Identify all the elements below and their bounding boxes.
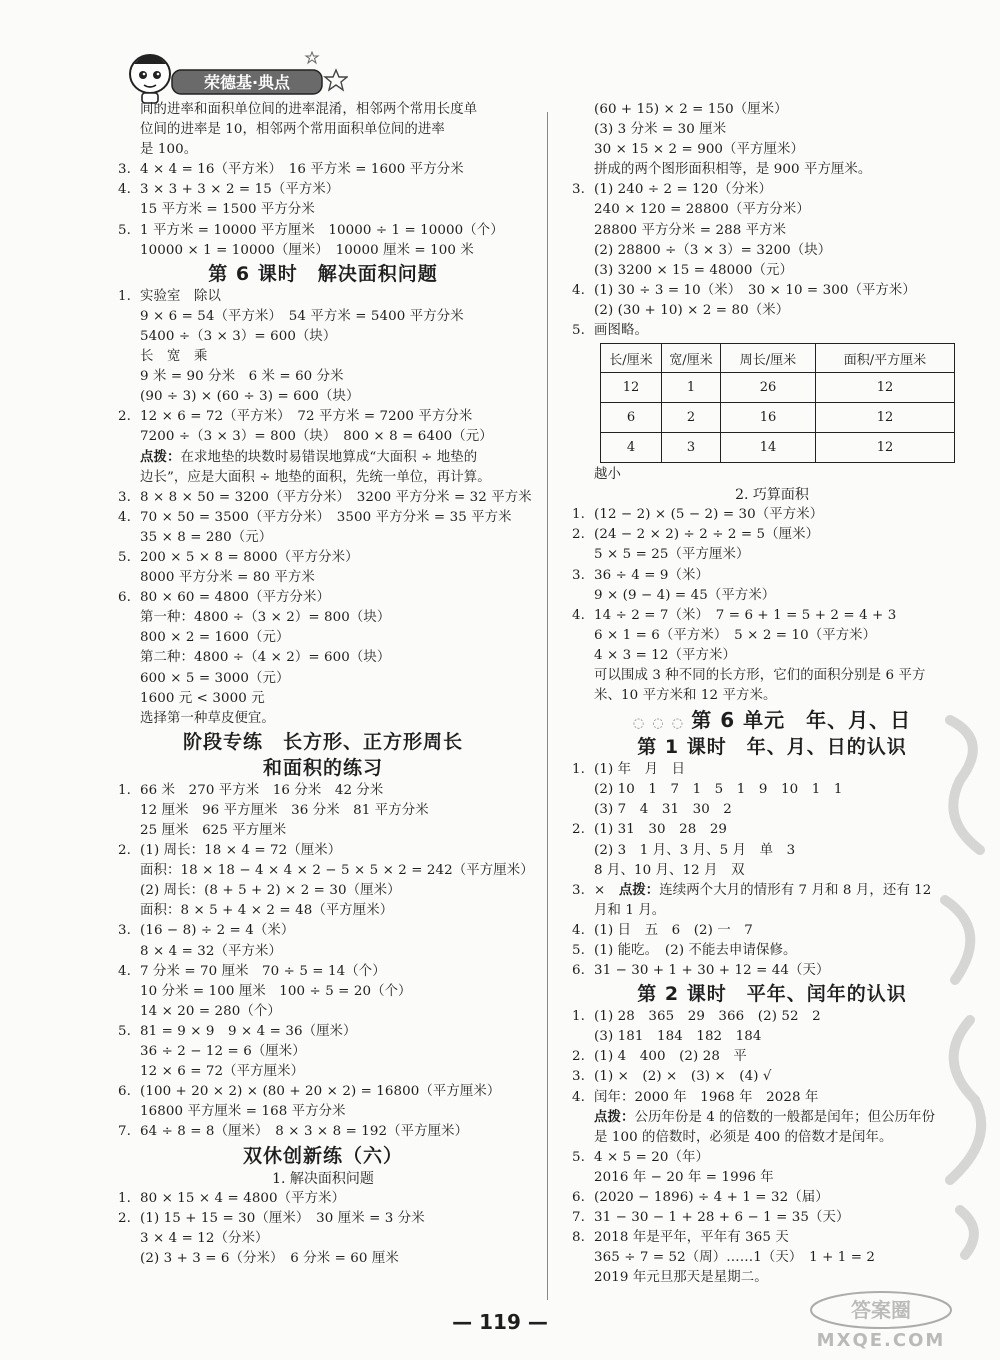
answer-line <box>118 347 528 367</box>
answer-line <box>118 942 528 962</box>
answer-line <box>572 921 972 941</box>
question-number: 2. <box>118 1210 131 1226</box>
answer-line <box>572 1007 972 1027</box>
answer-line <box>572 525 972 545</box>
star-icon <box>325 70 347 90</box>
question-number: 2. <box>572 1049 585 1065</box>
answer-line <box>118 407 528 427</box>
answer-line <box>118 1082 528 1102</box>
answer-line <box>572 586 972 606</box>
answer-text: 1 平方米 = 10000 平方厘米 10000 ÷ 1 = 10000（个） <box>140 222 504 238</box>
question-number: 3. <box>572 882 585 898</box>
question-number: 1. <box>572 762 585 778</box>
answer-text: 3 × 3 + 3 × 2 = 15（平方米） <box>140 182 340 198</box>
answer-text: 是 100。 <box>140 142 198 158</box>
answer-text: (1) × (2) × (3) × (4) √ <box>594 1069 772 1085</box>
answer-line <box>572 566 972 586</box>
answer-text: 面积：18 × 18 − 4 × 4 × 2 − 5 × 5 × 2 = 242（平方厘米） <box>140 863 534 879</box>
question-number: 6. <box>118 1084 131 1100</box>
question-number: 5. <box>572 1149 585 1165</box>
answer-text: 8 × 8 × 50 = 3200（平方分米） 3200 平方分米 = 32 平方米 <box>140 489 532 505</box>
section-heading <box>572 734 972 760</box>
answer-line <box>572 321 972 341</box>
answer-line <box>118 120 528 140</box>
question-number: 1. <box>118 782 131 798</box>
answer-line <box>118 901 528 921</box>
section-heading-text: 第 6 单元 年、月、日 <box>691 708 912 733</box>
answer-line <box>118 200 528 220</box>
answer-line <box>572 686 972 706</box>
table-cell: 12 <box>601 373 662 403</box>
answer-text: (1) 30 ÷ 3 = 10（米） 30 × 10 = 300（平方米） <box>594 282 916 298</box>
answer-line <box>118 287 528 307</box>
answer-line <box>118 140 528 160</box>
answer-text: 米、10 平方米和 12 平方米。 <box>594 688 777 704</box>
question-number: 7. <box>118 1124 131 1140</box>
column-divider <box>547 112 548 1300</box>
answer-text: 80 × 15 × 4 = 4800（平方米） <box>140 1190 346 1206</box>
decorative-calligraphy <box>930 700 1000 1260</box>
question-number: 6. <box>572 963 585 979</box>
answer-line <box>118 508 528 528</box>
question-number: 4. <box>118 509 131 525</box>
answer-text: 1600 元 < 3000 元 <box>140 690 265 706</box>
question-number: 6. <box>572 1190 585 1206</box>
answer-line <box>118 689 528 709</box>
answer-text: 10 分米 = 100 厘米 100 ÷ 5 = 20（个） <box>140 983 412 999</box>
answer-text: (100 + 20 × 2) × (80 + 20 × 2) = 16800（平方厘米） <box>140 1084 501 1100</box>
answer-text: 2016 年 − 20 年 = 1996 年 <box>594 1169 774 1185</box>
answer-line <box>572 861 972 881</box>
table-header-perimeter: 周长/厘米 <box>721 344 816 373</box>
answer-text: (1) 28 365 29 366 (2) 52 2 <box>594 1009 821 1025</box>
answer-text: 边长”，应是大面积 ÷ 地垫的面积，先统一单位，再计算。 <box>140 469 491 485</box>
left-column <box>118 100 534 1269</box>
page-number: — 119 — <box>452 1310 548 1334</box>
mascot-icon <box>130 55 170 103</box>
answer-text: 第二种：4800 ÷（4 × 2）= 600（块） <box>140 650 391 666</box>
question-number: 4. <box>572 922 585 938</box>
answer-text: 80 × 60 = 4800（平方分米） <box>140 590 330 606</box>
answer-text: 选择第一种草皮便宜。 <box>140 710 275 726</box>
answer-text: 66 米 270 平方米 16 分米 42 分米 <box>140 782 384 798</box>
table-header-row <box>601 344 955 373</box>
answer-text: 拼成的两个图形面积相等，是 900 平方厘米。 <box>594 162 872 178</box>
question-number: 2. <box>118 843 131 859</box>
table-header-width: 宽/厘米 <box>662 344 721 373</box>
answer-line <box>118 608 528 628</box>
answer-text: 3 × 4 = 12（分米） <box>140 1230 269 1246</box>
answer-line <box>572 200 972 220</box>
answer-line <box>118 821 528 841</box>
answer-line <box>118 1122 528 1142</box>
answer-text: 31 − 30 − 1 + 28 + 6 − 1 = 35（天） <box>594 1210 850 1226</box>
question-number: 1. <box>118 1190 131 1206</box>
section-heading-text: 第 6 课时 解决面积问题 <box>208 262 438 285</box>
watermark-text: 答案圈 <box>851 1298 911 1322</box>
answer-text: 64 ÷ 8 = 8（厘米） 8 × 3 × 8 = 192（平方厘米） <box>140 1124 469 1140</box>
section-heading-text: 和面积的练习 <box>262 756 383 779</box>
answer-line <box>572 780 972 800</box>
answer-text: 8000 平方分米 = 80 平方米 <box>140 570 315 586</box>
table-body <box>601 373 955 463</box>
section-heading <box>572 981 972 1007</box>
answer-text: (90 ÷ 3) × (60 ÷ 3) = 600（块） <box>140 389 360 405</box>
answer-line <box>572 545 972 565</box>
answer-text: 30 × 15 × 2 = 900（平方厘米） <box>594 142 804 158</box>
subsection-heading: 2. 巧算面积 <box>735 487 809 504</box>
table-cell: 26 <box>721 373 816 403</box>
question-number: 3. <box>118 489 131 505</box>
answer-text: 间的进率和面积单位间的进率混淆，相邻两个常用长度单 <box>140 102 478 117</box>
section-heading <box>118 729 528 755</box>
answer-text: (1) 日 五 6 (2) 一 7 <box>594 922 753 938</box>
answer-line <box>118 881 528 901</box>
answer-line <box>118 982 528 1002</box>
answer-line <box>118 1002 528 1022</box>
answer-line <box>118 1189 528 1209</box>
answer-text: (16 − 8) ÷ 2 = 4（米） <box>140 923 295 939</box>
answer-line <box>118 568 528 588</box>
answer-line <box>572 241 972 261</box>
answer-text: 4 × 3 = 12（平方米） <box>594 647 736 663</box>
question-number: 5. <box>118 549 131 565</box>
answer-text: 16800 平方厘米 = 168 平方分米 <box>140 1104 346 1120</box>
answer-text: 在求地垫的块数时易错误地算成“大面积 ÷ 地垫的 <box>180 449 478 465</box>
answer-line <box>572 301 972 321</box>
table-header-length: 长/厘米 <box>601 344 662 373</box>
answer-text: (2) 28800 ÷（3 × 3）= 3200（块） <box>594 242 832 258</box>
question-number: 1. <box>572 507 585 523</box>
section-heading <box>118 1143 528 1169</box>
answer-text: 8 月、10 月、12 月 双 <box>594 862 745 878</box>
answer-text: 7 分米 = 70 厘米 70 ÷ 5 = 14（个） <box>140 963 386 979</box>
answer-line <box>572 901 972 921</box>
answer-line <box>572 1168 972 1188</box>
question-number: 2. <box>118 409 131 425</box>
answer-line <box>118 548 528 568</box>
question-number: 3. <box>118 923 131 939</box>
answer-line <box>572 140 972 160</box>
table-row <box>601 433 955 463</box>
right-column <box>572 100 972 1289</box>
answer-text: (24 − 2 × 2) ÷ 2 ÷ 2 = 5（厘米） <box>594 527 820 543</box>
table-cell: 12 <box>816 373 955 403</box>
answer-text: 面积：8 × 5 + 4 × 2 = 48（平方厘米） <box>140 903 394 919</box>
hint-label: 点拨： <box>618 882 660 898</box>
answer-text: (2020 − 1896) ÷ 4 + 1 = 32（届） <box>594 1190 829 1206</box>
answer-line <box>118 307 528 327</box>
answer-text: 4 × 4 = 16（平方米） 16 平方米 = 1600 平方分米 <box>140 162 464 178</box>
answer-text: (2) 3 + 3 = 6（分米） 6 分米 = 60 厘米 <box>140 1250 399 1266</box>
answer-text: 9 × 6 = 54（平方米） 54 平方米 = 5400 平方分米 <box>140 308 464 324</box>
answer-text: 25 厘米 625 平方厘米 <box>140 823 287 838</box>
question-number: 1. <box>572 1009 585 1025</box>
answer-line <box>118 221 528 241</box>
hint-label: 点拨： <box>140 449 181 465</box>
answer-text: 实验室 除以 <box>140 288 221 304</box>
answer-line <box>572 1128 972 1148</box>
question-number: 4. <box>572 282 585 298</box>
table-cell: 16 <box>721 403 816 433</box>
answer-line <box>572 120 972 140</box>
answer-line <box>572 505 972 525</box>
question-number: 5. <box>118 1023 131 1039</box>
answer-text: 14 ÷ 2 = 7（米） 7 = 6 + 1 = 5 + 2 = 4 + 3 <box>594 607 897 623</box>
answer-text: 长 宽 乘 <box>140 349 208 365</box>
question-number: 3. <box>572 182 585 198</box>
answer-text: (1) 15 + 15 = 30（厘米） 30 厘米 = 3 分米 <box>140 1210 425 1226</box>
answer-line <box>572 606 972 626</box>
answer-text: (1) 年 月 日 <box>594 762 686 778</box>
answer-text: 200 × 5 × 8 = 8000（平方分米） <box>140 549 359 565</box>
table-row <box>601 403 955 433</box>
answer-text: 7200 ÷（3 × 3）= 800（块） 800 × 8 = 6400（元） <box>140 429 493 445</box>
table-header-area: 面积/平方厘米 <box>816 344 955 373</box>
answer-line <box>118 709 528 729</box>
answer-text: (1) 4 400 (2) 28 平 <box>594 1049 747 1065</box>
section-heading-text: 第 1 课时 年、月、日的认识 <box>637 736 907 759</box>
question-number: 6. <box>118 590 131 606</box>
answer-text: 12 厘米 96 平方厘米 36 分米 81 平方分米 <box>140 802 429 818</box>
question-number: 5. <box>118 222 131 238</box>
answer-line <box>572 800 972 820</box>
answer-line <box>572 281 972 301</box>
question-number: 4. <box>118 182 131 198</box>
answer-text: 越小 <box>594 467 621 483</box>
answer-line <box>572 626 972 646</box>
answer-text: (1) 能吃。 (2) 不能去申请保修。 <box>594 943 797 958</box>
answer-text: (12 − 2) × (5 − 2) = 30（平方米） <box>594 507 824 523</box>
answer-line <box>572 1248 972 1268</box>
answer-line <box>572 841 972 861</box>
answer-line <box>118 448 528 468</box>
question-number: 8. <box>572 1230 585 1246</box>
answer-text: 81 = 9 × 9 9 × 4 = 36（厘米） <box>140 1023 357 1039</box>
answer-line <box>118 1022 528 1042</box>
answer-line <box>118 1249 528 1269</box>
answer-text: × <box>594 882 619 898</box>
table-cell: 1 <box>662 373 721 403</box>
decorative-dots-icon: ◌ ◌ ◌ <box>632 716 692 732</box>
answer-line <box>572 961 972 981</box>
question-number: 2. <box>572 822 585 838</box>
section-heading-text: 双休创新练（六） <box>242 1144 403 1167</box>
answer-text: 365 ÷ 7 = 52（周）……1（天） 1 + 1 = 2 <box>594 1250 876 1266</box>
answer-line <box>118 468 528 488</box>
answer-line <box>118 921 528 941</box>
answer-text: 35 × 8 = 280（元） <box>140 529 273 545</box>
table-cell: 12 <box>816 403 955 433</box>
section-heading-text: 阶段专练 长方形、正方形周长 <box>182 730 463 753</box>
question-number: 1. <box>118 288 131 304</box>
question-number: 4. <box>572 1089 585 1105</box>
answer-text: 31 − 30 + 1 + 30 + 12 = 44（天） <box>594 963 830 979</box>
question-number: 3. <box>572 567 585 583</box>
answer-text: 4 × 5 = 20（年） <box>594 1149 710 1165</box>
answer-text: 6 × 1 = 6（平方米） 5 × 2 = 10（平方米） <box>594 627 877 643</box>
answer-line <box>118 628 528 648</box>
answer-text: 28800 平方分米 = 288 平方米 <box>594 222 787 238</box>
answer-text: 5400 ÷（3 × 3）= 600（块） <box>140 328 337 344</box>
question-number: 7. <box>572 1210 585 1226</box>
table-cell: 2 <box>662 403 721 433</box>
answer-text: 36 ÷ 4 = 9（米） <box>594 567 710 583</box>
answer-text: 8 × 4 = 32（平方米） <box>140 943 282 959</box>
answer-text: 画图略。 <box>594 323 648 339</box>
answer-line <box>572 261 972 281</box>
section-heading <box>118 261 528 287</box>
answer-line <box>118 327 528 347</box>
answer-line <box>572 1108 972 1128</box>
answer-line <box>572 881 972 901</box>
answer-line <box>118 1062 528 1082</box>
answer-line <box>572 160 972 180</box>
answer-text: (3) 3 分米 = 30 厘米 <box>594 122 727 138</box>
answer-text: (1) 31 30 28 29 <box>594 822 728 838</box>
answer-line <box>572 1228 972 1248</box>
answer-line <box>572 820 972 840</box>
answer-line <box>572 465 972 485</box>
answer-text: (2) (30 + 10) × 2 = 80（米） <box>594 302 790 318</box>
answer-line <box>572 941 972 961</box>
answer-line <box>118 801 528 821</box>
answer-text: 9 × (9 − 4) = 45（平方米） <box>594 587 776 603</box>
table-cell: 12 <box>816 433 955 463</box>
answer-line <box>118 648 528 668</box>
answer-text: 2018 年是平年，平年有 365 天 <box>594 1230 789 1246</box>
watermark-url: MXQE.COM <box>816 1330 946 1351</box>
question-number: 4. <box>118 963 131 979</box>
answer-line <box>572 1047 972 1067</box>
answer-line <box>118 1102 528 1122</box>
answer-text: 是 100 的倍数时，必须是 400 的倍数才是闰年。 <box>594 1129 893 1145</box>
answer-line <box>118 180 528 200</box>
answer-line <box>118 588 528 608</box>
answer-text: 12 × 6 = 72（平方米） 72 平方米 = 7200 平方分米 <box>140 409 473 425</box>
answer-text: (2) 3 1 月、3 月、5 月 单 3 <box>594 842 796 858</box>
answer-line <box>572 1208 972 1228</box>
answer-line <box>572 666 972 686</box>
answer-line <box>572 760 972 780</box>
answer-line <box>572 1148 972 1168</box>
question-number: 5. <box>572 943 585 958</box>
answer-line <box>572 221 972 241</box>
star-icon <box>306 52 318 63</box>
answer-text: (2) 10 1 7 1 5 1 9 10 1 1 <box>594 782 843 798</box>
section-heading <box>118 755 528 781</box>
question-number: 3. <box>118 162 131 178</box>
answer-line <box>118 367 528 387</box>
answer-line <box>118 1042 528 1062</box>
right-column-top <box>572 100 972 341</box>
answer-text: (1) 240 ÷ 2 = 120（分米） <box>594 182 772 198</box>
table-cell: 6 <box>601 403 662 433</box>
answer-text: 70 × 50 = 3500（平方分米） 3500 平方分米 = 35 平方米 <box>140 509 512 525</box>
rectangle-table <box>600 343 955 463</box>
answer-text: 12 × 6 = 72（平方厘米） <box>140 1064 305 1080</box>
answer-line <box>118 427 528 447</box>
question-number: 3. <box>572 1069 585 1085</box>
table-row <box>601 373 955 403</box>
answer-line <box>118 160 528 180</box>
publisher-logo <box>112 44 348 106</box>
question-number: 5. <box>572 323 585 339</box>
answer-text: 位间的进率是 10，相邻两个常用面积单位间的进率 <box>140 122 445 138</box>
section-heading <box>572 706 972 734</box>
answer-text: (60 + 15) × 2 = 150（厘米） <box>594 102 788 117</box>
answer-text: 800 × 2 = 1600（元） <box>140 630 290 646</box>
subsection-heading: 1. 解决面积问题 <box>272 1170 374 1187</box>
answer-text: (1) 周长：18 × 4 = 72（厘米） <box>140 843 342 859</box>
answer-line <box>572 1088 972 1108</box>
answer-text: 600 × 5 = 3000（元） <box>140 670 290 686</box>
answer-line <box>572 100 972 120</box>
answer-text: 9 米 = 90 分米 6 米 = 60 分米 <box>140 369 344 385</box>
answer-line <box>118 1229 528 1249</box>
answer-line <box>118 100 528 120</box>
question-number: 4. <box>572 607 585 623</box>
answer-line <box>118 962 528 982</box>
answer-line <box>118 387 528 407</box>
answer-text: 第一种：4800 ÷（3 × 2）= 800（块） <box>140 610 391 626</box>
answer-line <box>118 841 528 861</box>
answer-text: 10000 × 1 = 10000（厘米） 10000 厘米 = 100 米 <box>140 242 474 258</box>
right-column-bottom <box>572 465 972 1288</box>
answer-text: (3) 7 4 31 30 2 <box>594 802 732 818</box>
table-cell: 4 <box>601 433 662 463</box>
table-cell: 14 <box>721 433 816 463</box>
answer-line <box>572 1188 972 1208</box>
answer-line <box>118 861 534 881</box>
answer-text: 连续两个大月的情形有 7 月和 8 月，还有 12 <box>659 882 932 898</box>
answer-text: (3) 181 184 182 184 <box>594 1029 762 1045</box>
question-number: 2. <box>572 527 585 543</box>
answer-line <box>118 528 528 548</box>
answer-text: 240 × 120 = 28800（平方分米） <box>594 202 810 218</box>
answer-text: 公历年份是 4 的倍数的一般都是闰年；但公历年份 <box>634 1109 936 1125</box>
answer-text: 月和 1 月。 <box>594 902 666 918</box>
answer-line <box>118 781 528 801</box>
answer-line <box>118 669 528 689</box>
answer-text: (2) 周长：(8 + 5 + 2) × 2 = 30（厘米） <box>140 883 401 899</box>
answer-text: 可以围成 3 种不同的长方形，它们的面积分别是 6 平方 <box>594 667 926 683</box>
answer-line <box>118 1209 528 1229</box>
watermark <box>786 1286 976 1352</box>
answer-text: 15 平方米 = 1500 平方分米 <box>140 202 315 218</box>
answer-text: 14 × 20 = 280（个） <box>140 1003 281 1019</box>
section-heading-text: 第 2 课时 平年、闰年的认识 <box>637 983 907 1006</box>
answer-text: 5 × 5 = 25（平方厘米） <box>594 547 750 563</box>
hint-label: 点拨： <box>594 1109 635 1125</box>
answer-line <box>572 1027 972 1047</box>
answer-text: 2019 年元旦那天是星期二。 <box>594 1270 768 1286</box>
logo-text: 荣德基·典点 <box>203 73 291 92</box>
answer-line <box>572 1067 972 1087</box>
answer-text: 36 ÷ 2 − 12 = 6（厘米） <box>140 1044 306 1060</box>
answer-text: 闰年：2000 年 1968 年 2028 年 <box>594 1089 819 1105</box>
answer-line <box>118 241 528 261</box>
table-cell: 3 <box>662 433 721 463</box>
answer-line <box>572 180 972 200</box>
answer-line <box>118 488 532 508</box>
answer-line <box>572 646 972 666</box>
answer-text: (3) 3200 × 15 = 48000（元） <box>594 262 793 278</box>
